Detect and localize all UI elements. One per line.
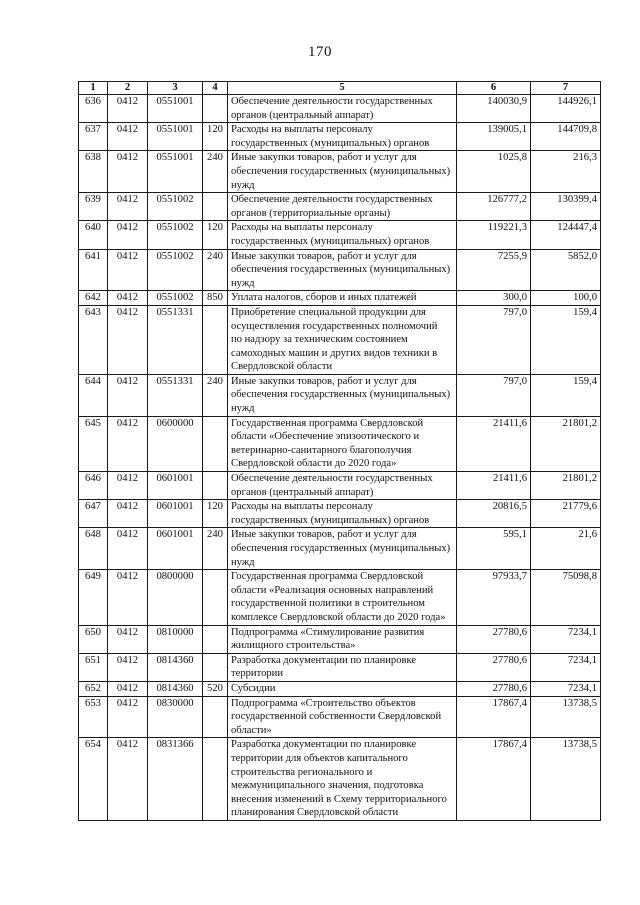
section-code-cell: 0412 — [108, 738, 148, 821]
amount-col7-cell: 7234,1 — [531, 625, 601, 653]
row-number-cell: 637 — [79, 123, 108, 151]
item-name-cell — [228, 738, 457, 821]
expense-type-cell: 240 — [203, 151, 228, 193]
expense-type-cell — [203, 193, 228, 221]
item-name-cell — [228, 416, 457, 471]
item-name-cell — [228, 472, 457, 500]
item-name-cell — [228, 95, 457, 123]
item-name-line: межмуниципального значения, подготовка — [231, 780, 424, 792]
table-row — [79, 249, 601, 291]
target-code-cell: 0601001 — [148, 472, 203, 500]
row-number-cell: 651 — [79, 653, 108, 681]
amount-col6-cell: 126777,2 — [457, 193, 531, 221]
amount-col6-cell: 27780,6 — [457, 625, 531, 653]
table-row — [79, 472, 601, 500]
item-name-line: нужд — [231, 556, 255, 568]
row-number-cell: 647 — [79, 500, 108, 528]
table-row — [79, 653, 601, 681]
table-row — [79, 221, 601, 249]
amount-col6-cell: 119221,3 — [457, 221, 531, 249]
expense-type-cell — [203, 305, 228, 374]
item-name-line: обеспечения государственных (муниципальных) — [231, 389, 451, 401]
item-name-line: внесения изменений в Схему территориального — [231, 793, 447, 805]
item-name-line: Свердловской области до 2020 года» — [231, 458, 397, 470]
row-number-cell: 642 — [79, 291, 108, 306]
item-name-line: Подпрограмма «Строительство объектов — [231, 697, 416, 709]
amount-col6-cell: 300,0 — [457, 291, 531, 306]
amount-col7-cell: 13738,5 — [531, 738, 601, 821]
table-row — [79, 696, 601, 738]
target-code-cell: 0831366 — [148, 738, 203, 821]
item-name-line: осуществления государственных полномочий — [231, 320, 438, 332]
item-name-line: Субсидии — [231, 682, 276, 694]
item-name-line: области «Обеспечение эпизоотического и — [231, 431, 420, 443]
item-name-line: Иные закупки товаров, работ и услуг для — [231, 152, 417, 164]
target-code-cell: 0551001 — [148, 151, 203, 193]
item-name-cell — [228, 625, 457, 653]
expense-type-cell — [203, 416, 228, 471]
amount-col6-cell: 27780,6 — [457, 653, 531, 681]
row-number-cell: 636 — [79, 95, 108, 123]
table-row — [79, 123, 601, 151]
target-code-cell: 0551001 — [148, 123, 203, 151]
item-name-line: Расходы на выплаты персоналу — [231, 124, 373, 136]
amount-col7-cell: 5852,0 — [531, 249, 601, 291]
amount-col7-cell: 75098,8 — [531, 570, 601, 625]
target-code-cell: 0551331 — [148, 305, 203, 374]
expense-type-cell: 520 — [203, 681, 228, 696]
amount-col6-cell: 7255,9 — [457, 249, 531, 291]
item-name-line: Обеспечение деятельности государственных — [231, 96, 433, 107]
item-name-line: нужд — [231, 403, 255, 415]
amount-col6-cell: 21411,6 — [457, 416, 531, 471]
table-row — [79, 528, 601, 570]
column-header-3: 3 — [148, 82, 203, 95]
item-name-line: Обеспечение деятельности государственных — [231, 194, 433, 206]
row-number-cell: 643 — [79, 305, 108, 374]
target-code-cell: 0600000 — [148, 416, 203, 471]
table-row — [79, 681, 601, 696]
amount-col6-cell: 797,0 — [457, 305, 531, 374]
expense-type-cell: 240 — [203, 374, 228, 416]
target-code-cell: 0814360 — [148, 653, 203, 681]
expense-type-cell — [203, 738, 228, 821]
item-name-line: области» — [231, 724, 272, 736]
expense-type-cell: 240 — [203, 249, 228, 291]
table-body — [79, 95, 601, 821]
item-name-cell — [228, 305, 457, 374]
expense-type-cell — [203, 472, 228, 500]
item-name-cell — [228, 249, 457, 291]
section-code-cell: 0412 — [108, 681, 148, 696]
amount-col7-cell: 21801,2 — [531, 416, 601, 471]
page-number: 170 — [308, 44, 332, 60]
table-row — [79, 305, 601, 374]
row-number-cell: 639 — [79, 193, 108, 221]
item-name-line: планирования Свердловской области — [231, 807, 399, 819]
section-code-cell: 0412 — [108, 151, 148, 193]
item-name-line: Свердловской области — [231, 361, 333, 373]
row-number-cell: 650 — [79, 625, 108, 653]
section-code-cell: 0412 — [108, 570, 148, 625]
target-code-cell: 0551001 — [148, 95, 203, 123]
item-name-line: обеспечения государственных (муниципальных) — [231, 543, 451, 554]
column-header-5: 5 — [228, 82, 457, 95]
item-name-cell — [228, 193, 457, 221]
expense-type-cell — [203, 570, 228, 625]
amount-col6-cell: 1025,8 — [457, 151, 531, 193]
amount-col6-cell: 797,0 — [457, 374, 531, 416]
row-number-cell: 648 — [79, 528, 108, 570]
target-code-cell: 0551002 — [148, 193, 203, 221]
section-code-cell: 0412 — [108, 305, 148, 374]
item-name-cell — [228, 374, 457, 416]
item-name-line: органов (территориальные органы) — [231, 207, 391, 219]
item-name-line: органов (центральный аппарат) — [231, 109, 374, 121]
budget-table — [78, 81, 601, 821]
row-number-cell: 645 — [79, 416, 108, 471]
item-name-line: Разработка документации по планировке — [231, 654, 417, 666]
section-code-cell: 0412 — [108, 95, 148, 123]
amount-col6-cell: 595,1 — [457, 528, 531, 570]
table-row — [79, 95, 601, 123]
table-row — [79, 416, 601, 471]
amount-col7-cell: 21801,2 — [531, 472, 601, 500]
table-row — [79, 193, 601, 221]
item-name-line: нужд — [231, 179, 255, 191]
item-name-line: территории — [231, 668, 284, 680]
section-code-cell: 0412 — [108, 123, 148, 151]
amount-col7-cell: 159,4 — [531, 374, 601, 416]
amount-col7-cell: 13738,5 — [531, 696, 601, 738]
item-name-line: области «Реализация основных направлений — [231, 584, 434, 596]
section-code-cell: 0412 — [108, 528, 148, 570]
item-name-line: Расходы на выплаты персоналу — [231, 501, 373, 513]
section-code-cell: 0412 — [108, 221, 148, 249]
amount-col7-cell: 124447,4 — [531, 221, 601, 249]
item-name-cell — [228, 528, 457, 570]
column-header-1: 1 — [79, 82, 108, 95]
expense-type-cell: 850 — [203, 291, 228, 306]
item-name-line: обеспечения государственных (муниципальных) — [231, 264, 451, 276]
section-code-cell: 0412 — [108, 696, 148, 738]
amount-col6-cell: 97933,7 — [457, 570, 531, 625]
amount-col7-cell: 216,3 — [531, 151, 601, 193]
section-code-cell: 0412 — [108, 249, 148, 291]
column-header-4: 4 — [203, 82, 228, 95]
column-header-2: 2 — [108, 82, 148, 95]
item-name-cell — [228, 151, 457, 193]
item-name-line: Иные закупки товаров, работ и услуг для — [231, 529, 417, 541]
table-row — [79, 151, 601, 193]
item-name-line: самоходных машин и других видов техники в — [231, 347, 438, 359]
amount-col6-cell: 17867,4 — [457, 696, 531, 738]
section-code-cell: 0412 — [108, 472, 148, 500]
amount-col7-cell: 7234,1 — [531, 653, 601, 681]
target-code-cell: 0810000 — [148, 625, 203, 653]
item-name-cell — [228, 570, 457, 625]
amount-col6-cell: 17867,4 — [457, 738, 531, 821]
expense-type-cell: 120 — [203, 123, 228, 151]
item-name-line: Уплата налогов, сборов и иных платежей — [231, 292, 417, 304]
amount-col7-cell: 159,4 — [531, 305, 601, 374]
item-name-line: нужд — [231, 277, 255, 289]
amount-col7-cell: 21,6 — [531, 528, 601, 570]
item-name-line: государственной политики в строительном — [231, 598, 425, 610]
amount-col7-cell: 100,0 — [531, 291, 601, 306]
item-name-line: по надзору за техническим состоянием — [231, 334, 408, 346]
table-row — [79, 291, 601, 306]
target-code-cell: 0814360 — [148, 681, 203, 696]
expense-type-cell — [203, 653, 228, 681]
amount-col7-cell: 130399,4 — [531, 193, 601, 221]
item-name-line: Разработка документации по планировке — [231, 739, 417, 751]
table-header-row — [79, 82, 601, 95]
row-number-cell: 654 — [79, 738, 108, 821]
expense-type-cell — [203, 696, 228, 738]
amount-col6-cell: 27780,6 — [457, 681, 531, 696]
item-name-line: государственных (муниципальных) органов — [231, 514, 430, 526]
item-name-line: территории для объектов капитального — [231, 752, 408, 764]
item-name-line: Расходы на выплаты персоналу — [231, 222, 373, 234]
row-number-cell: 640 — [79, 221, 108, 249]
amount-col6-cell: 139005,1 — [457, 123, 531, 151]
item-name-line: обеспечения государственных (муниципальных) — [231, 165, 451, 177]
item-name-line: Государственная программа Свердловской — [231, 417, 424, 429]
item-name-cell — [228, 500, 457, 528]
item-name-line: государственных (муниципальных) органов — [231, 137, 430, 149]
target-code-cell: 0551331 — [148, 374, 203, 416]
section-code-cell: 0412 — [108, 291, 148, 306]
target-code-cell: 0551002 — [148, 249, 203, 291]
table-row — [79, 374, 601, 416]
table-row — [79, 500, 601, 528]
target-code-cell: 0830000 — [148, 696, 203, 738]
target-code-cell: 0601001 — [148, 528, 203, 570]
item-name-line: комплексе Свердловской области до 2020 года» — [231, 611, 446, 623]
table-row — [79, 625, 601, 653]
item-name-line: ветеринарно-санитарного благополучия — [231, 444, 412, 456]
item-name-line: Иные закупки товаров, работ и услуг для — [231, 250, 417, 262]
amount-col7-cell: 144926,1 — [531, 95, 601, 123]
item-name-line: государственной собственности Свердловской — [231, 711, 442, 723]
section-code-cell: 0412 — [108, 653, 148, 681]
row-number-cell: 649 — [79, 570, 108, 625]
column-header-7: 7 — [531, 82, 601, 95]
target-code-cell: 0551002 — [148, 291, 203, 306]
item-name-cell — [228, 681, 457, 696]
target-code-cell: 0800000 — [148, 570, 203, 625]
section-code-cell: 0412 — [108, 416, 148, 471]
item-name-cell — [228, 123, 457, 151]
row-number-cell: 641 — [79, 249, 108, 291]
item-name-line: Обеспечение деятельности государственных — [231, 473, 433, 485]
target-code-cell: 0601001 — [148, 500, 203, 528]
row-number-cell: 638 — [79, 151, 108, 193]
column-header-6: 6 — [457, 82, 531, 95]
expense-type-cell: 120 — [203, 221, 228, 249]
row-number-cell: 644 — [79, 374, 108, 416]
section-code-cell: 0412 — [108, 625, 148, 653]
section-code-cell: 0412 — [108, 193, 148, 221]
expense-type-cell: 240 — [203, 528, 228, 570]
expense-type-cell: 120 — [203, 500, 228, 528]
item-name-line: строительства регионального и — [231, 766, 373, 778]
item-name-line: Иные закупки товаров, работ и услуг для — [231, 375, 417, 387]
amount-col7-cell: 21779,6 — [531, 500, 601, 528]
row-number-cell: 652 — [79, 681, 108, 696]
item-name-line: жилищного строительства» — [231, 640, 356, 652]
item-name-line: Приобретение специальной продукции для — [231, 306, 426, 318]
item-name-cell — [228, 291, 457, 306]
item-name-line: Государственная программа Свердловской — [231, 571, 424, 583]
item-name-line: государственных (муниципальных) органов — [231, 235, 430, 247]
expense-type-cell — [203, 625, 228, 653]
amount-col6-cell: 140030,9 — [457, 95, 531, 123]
item-name-cell — [228, 653, 457, 681]
amount-col7-cell: 144709,8 — [531, 123, 601, 151]
section-code-cell: 0412 — [108, 374, 148, 416]
item-name-line: органов (центральный аппарат) — [231, 486, 374, 498]
amount-col7-cell: 7234,1 — [531, 681, 601, 696]
table-row — [79, 738, 601, 821]
item-name-cell — [228, 221, 457, 249]
row-number-cell: 653 — [79, 696, 108, 738]
target-code-cell: 0551002 — [148, 221, 203, 249]
table-row — [79, 570, 601, 625]
row-number-cell: 646 — [79, 472, 108, 500]
section-code-cell: 0412 — [108, 500, 148, 528]
amount-col6-cell: 21411,6 — [457, 472, 531, 500]
amount-col6-cell: 20816,5 — [457, 500, 531, 528]
expense-type-cell — [203, 95, 228, 123]
item-name-cell — [228, 696, 457, 738]
item-name-line: Подпрограмма «Стимулирование развития — [231, 626, 425, 638]
